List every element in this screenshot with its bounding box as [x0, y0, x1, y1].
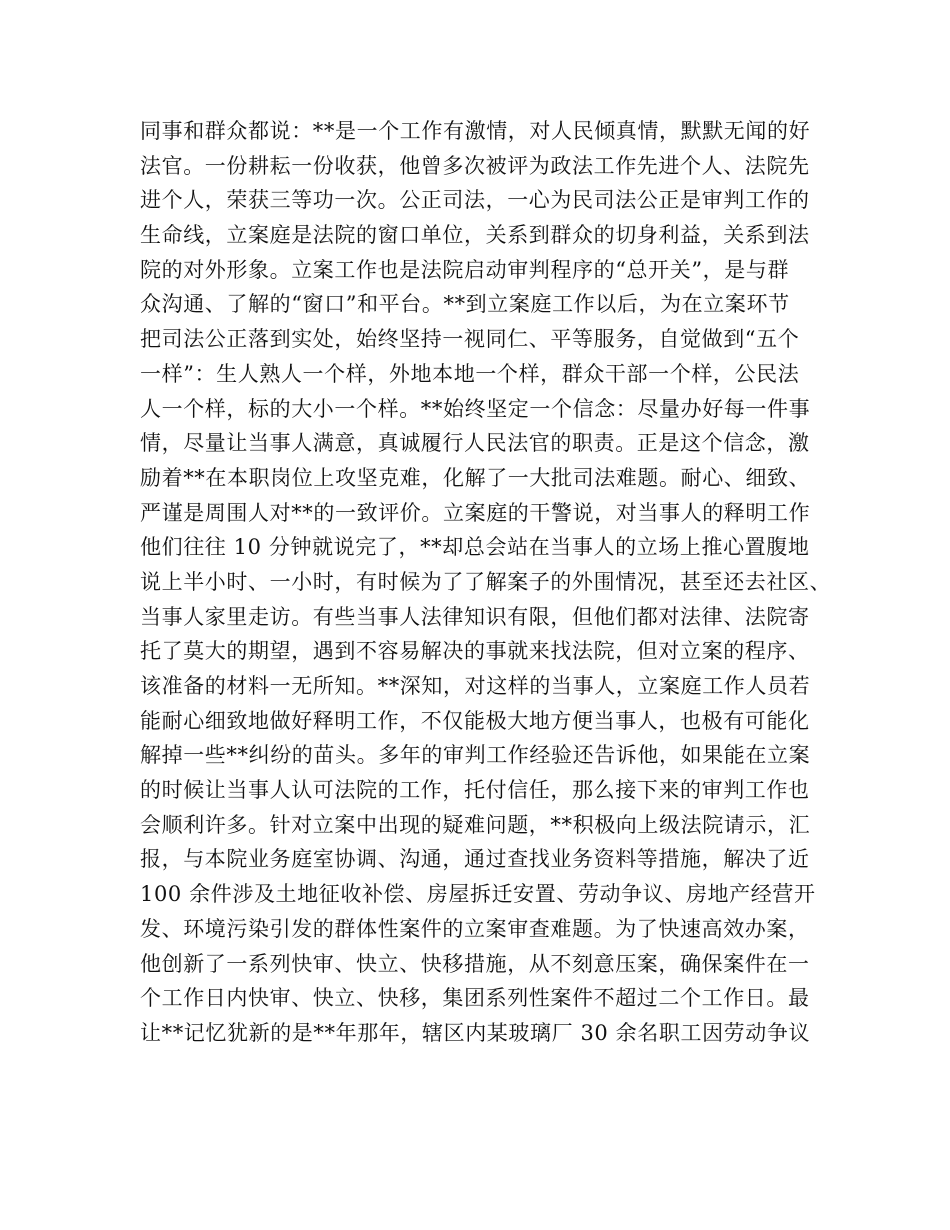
text-line: 人一个样，标的大小一个样。**始终坚定一个信念：尽量办好每一件事 [140, 396, 811, 421]
text-line: 他们往往 10 分钟就说完了，**却总会站在当事人的立场上推心置腹地 [140, 535, 810, 560]
text-line: 个工作日内快审、快立、快移，集团系列性案件不超过二个工作日。最 [140, 986, 810, 1011]
text-line: 励着**在本职岗位上攻坚克难，化解了一大批司法难题。耐心、细致、 [140, 465, 811, 490]
text-line: 同事和群众都说：**是一个工作有激情，对人民倾真情，默默无闻的好 [140, 119, 811, 143]
text-line: 严谨是周围人对**的一致评价。立案庭的干警说，对当事人的释明工作 [140, 500, 811, 525]
text-line: 该准备的材料一无所知。**深知，对这样的当事人，立案庭工作人员若 [140, 674, 811, 698]
text-line: 解掉一些**纠纷的苗头。多年的审判工作经验还告诉他，如果能在立案 [140, 743, 811, 768]
text-line: 院的对外形象。立案工作也是法院启动审判程序的“总开关”，是与群 [140, 257, 790, 282]
text-line: 说上半小时、一小时，有时候为了了解案子的外围情况，甚至还去社区、 [140, 569, 832, 594]
text-line: 让**记忆犹新的是**年那年，辖区内某玻璃厂 30 余名职工因劳动争议 [140, 1020, 811, 1045]
text-line: 情，尽量让当事人满意，真诚履行人民法官的职责。正是这个信念，激 [140, 431, 810, 456]
text-line: 法官。一份耕耘一份收获，他曾多次被评为政法工作先进个人、法院先 [140, 153, 810, 178]
text-line: 进个人，荣获三等功一次。公正司法，一心为民司法公正是审判工作的 [140, 188, 810, 213]
text-line: 一样”：生人熟人一个样，外地本地一个样，群众干部一个样，公民法 [140, 361, 800, 386]
body-paragraph [140, 114, 830, 1051]
text-line: 他创新了一系列快审、快立、快移措施，从不刻意压案，确保案件在一 [140, 951, 810, 976]
text-line: 众沟通、了解的“窗口”和平台。**到立案庭工作以后，为在立案环节 [140, 292, 790, 317]
text-line: 把司法公正落到实处，始终坚持一视同仁、平等服务，自觉做到“五个 [140, 327, 800, 352]
text-line: 报，与本院业务庭室协调、沟通，通过查找业务资料等措施，解决了近 [140, 847, 810, 872]
text-line: 生命线，立案庭是法院的窗口单位，关系到群众的切身利益，关系到法 [140, 223, 810, 248]
text-line: 发、环境污染引发的群体性案件的立案审查难题。为了快速高效办案， [140, 916, 810, 941]
text-line: 当事人家里走访。有些当事人法律知识有限，但他们都对法律、法院寄 [140, 604, 810, 629]
text-line: 能耐心细致地做好释明工作，不仅能极大地方便当事人，也极有可能化 [140, 708, 810, 733]
text-line: 100 余件涉及土地征收补偿、房屋拆迁安置、劳动争议、房地产经营开 [140, 882, 816, 907]
text-line: 会顺利许多。针对立案中出现的疑难问题，**积极向上级法院请示，汇 [140, 812, 811, 837]
text-line: 的时候让当事人认可法院的工作，托付信任，那么接下来的审判工作也 [140, 778, 810, 803]
text-line: 托了莫大的期望，遇到不容易解决的事就来找法院，但对立案的程序、 [140, 639, 810, 664]
